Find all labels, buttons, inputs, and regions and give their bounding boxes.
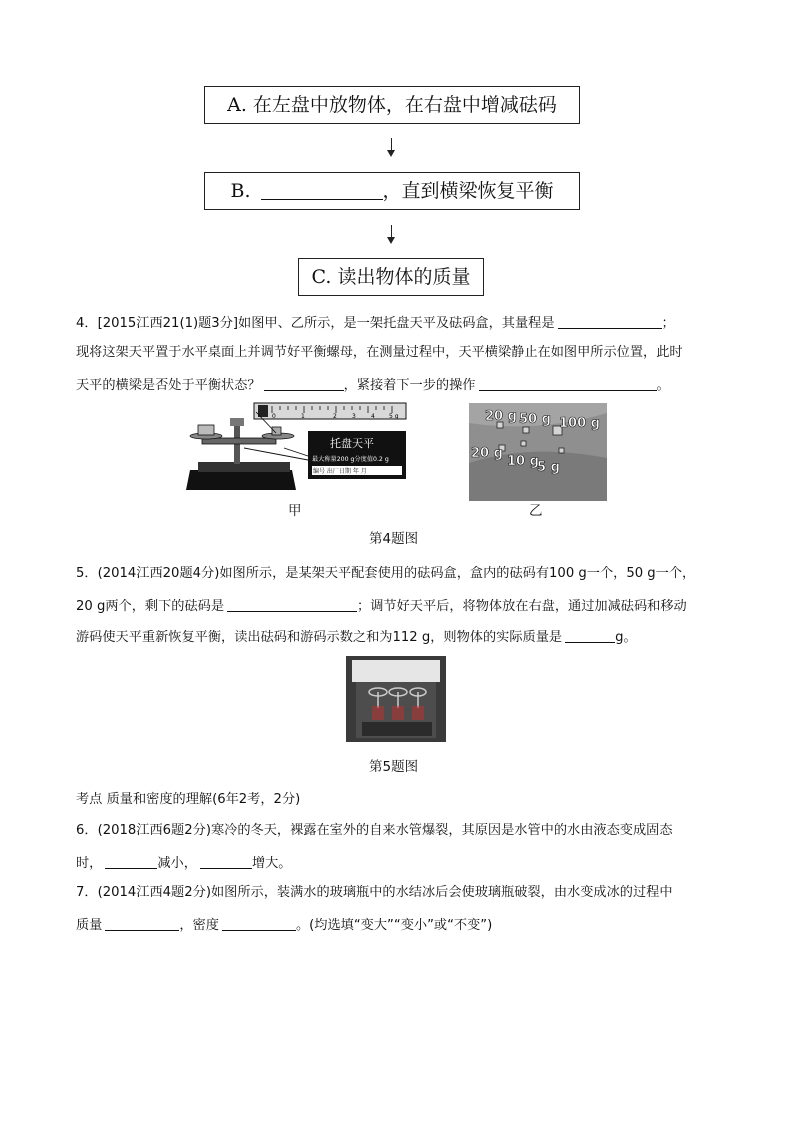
weight-label-5g: 5 g (537, 460, 560, 475)
q5-mass-blank (565, 629, 615, 643)
ruler-tick-2: 2 (333, 413, 337, 420)
q6-line-1 (76, 824, 673, 837)
q5-line-2-text: 20 g两个，剩下的砝码是 (76, 599, 225, 614)
q4-line-2 (76, 346, 683, 359)
q7-density-blank (222, 917, 296, 931)
plate-line-3: 编号 出厂日期 年 月 (313, 468, 367, 475)
q5-remaining-weights-blank (227, 598, 357, 612)
section-heading (76, 793, 300, 806)
q4-line-3-end: 。 (656, 378, 670, 393)
q4-line-2-text: 现将这架天平置于水平桌面上并调节好平衡螺母，在测量过程中，天平横梁静止在如图甲所示位置，此时 (76, 345, 683, 360)
q4-figure-b-label: 乙 (529, 503, 543, 519)
flow-arrow-1 (387, 138, 397, 158)
plate-title: 托盘天平 (330, 437, 374, 450)
q7-line-2-a: 质量 (76, 918, 103, 933)
q6-increase-blank (200, 855, 252, 869)
q4-line-1-end: ； (661, 316, 675, 331)
flow-step-b-blank (261, 183, 383, 200)
q4-line-3-text: 天平的横梁是否处于平衡状态？ (76, 378, 261, 393)
weight-label-20g-b: 20 g (471, 446, 503, 461)
q4-range-blank (558, 315, 662, 329)
q5-caption: 第5题图 (369, 759, 419, 775)
q6-line-2-a: 时， (76, 856, 103, 871)
q5-figure-weight-box (346, 656, 446, 742)
q5-line-2-end: ；调节好天平后，将物体放在右盘，通过加减砝码和移动 (357, 599, 687, 614)
q7-line-2 (76, 917, 492, 932)
plate-line-2: 最大称量200 g分度值0.2 g (312, 456, 389, 463)
q5-line-1-text: 5．(2014江西20题4分)如图所示，是某架天平配套使用的砝码盒，盒内的砝码有100 g一个，50 g一个， (76, 566, 696, 581)
flow-step-b (204, 172, 580, 210)
ruler-tick-1: 1 (301, 413, 305, 420)
q6-line-2-c: 增大。 (251, 856, 292, 871)
q7-line-1 (76, 886, 673, 899)
q4-figure-balance (184, 400, 410, 494)
q7-line-1-text: 7．(2014江西4题2分)如图所示，装满水的玻璃瓶中的水结冰后会使玻璃瓶破裂，由水变成冰的过程中 (76, 885, 673, 900)
q4-figure-weights (469, 403, 607, 501)
flow-step-b-suffix: ，直到横梁恢复平衡 (382, 179, 554, 202)
q6-line-2-b: 减小， (157, 856, 197, 871)
q5-line-3-end: g。 (615, 630, 637, 645)
q6-line-1-text: 6．(2018江西6题2分)寒冷的冬天，裸露在室外的自来水管爆裂，其原因是水管中的水由液态变成固态 (76, 823, 673, 838)
flow-step-c-text: C. 读出物体的质量 (311, 265, 471, 288)
flow-step-a-text: A. 在左盘中放物体，在右盘中增减砝码 (227, 93, 557, 116)
ruler-tick-5: 5 g (389, 413, 399, 420)
q7-mass-blank (105, 917, 179, 931)
flow-step-c (298, 258, 484, 296)
ruler-tick-4: 4 (371, 413, 375, 420)
weight-label-50g: 50 g (519, 412, 551, 427)
q7-line-2-b: ，密度 (179, 918, 219, 933)
weight-label-10g: 10 g (507, 454, 539, 469)
flow-arrow-2 (387, 225, 397, 245)
q4-figure-a-label: 甲 (288, 503, 302, 519)
weight-label-20g-a: 20 g (485, 409, 517, 424)
q4-line-3-mid: ，紧接着下一步的操作 (343, 378, 476, 393)
ruler-tick-3: 3 (352, 413, 356, 420)
q6-line-2 (76, 855, 292, 870)
q4-balance-blank (264, 377, 344, 391)
q4-line-1 (76, 315, 675, 330)
q4-line-3 (76, 377, 670, 392)
q4-operation-blank (479, 377, 657, 391)
q4-caption: 第4题图 (369, 531, 419, 547)
q5-line-3 (76, 629, 637, 644)
flow-step-b-prefix: B. (230, 179, 251, 202)
ruler-tick-0: 0 (272, 413, 276, 420)
flow-step-a (204, 86, 580, 124)
q5-line-2 (76, 598, 687, 613)
q5-line-3-text: 游码使天平重新恢复平衡，读出砝码和游码示数之和为112 g，则物体的实际质量是 (76, 630, 563, 645)
weight-label-100g: 100 g (559, 416, 600, 431)
q4-line-1-text: 4．[2015江西21(1)题3分]如图甲、乙所示，是一架托盘天平及砝码盒，其量程是 (76, 316, 555, 331)
section-heading-text: 考点 质量和密度的理解(6年2考，2分) (76, 792, 301, 807)
q7-line-2-c: 。(均选填“变大”“变小”或“不变”) (295, 918, 493, 933)
q6-decrease-blank (105, 855, 157, 869)
q5-line-1 (76, 567, 695, 580)
